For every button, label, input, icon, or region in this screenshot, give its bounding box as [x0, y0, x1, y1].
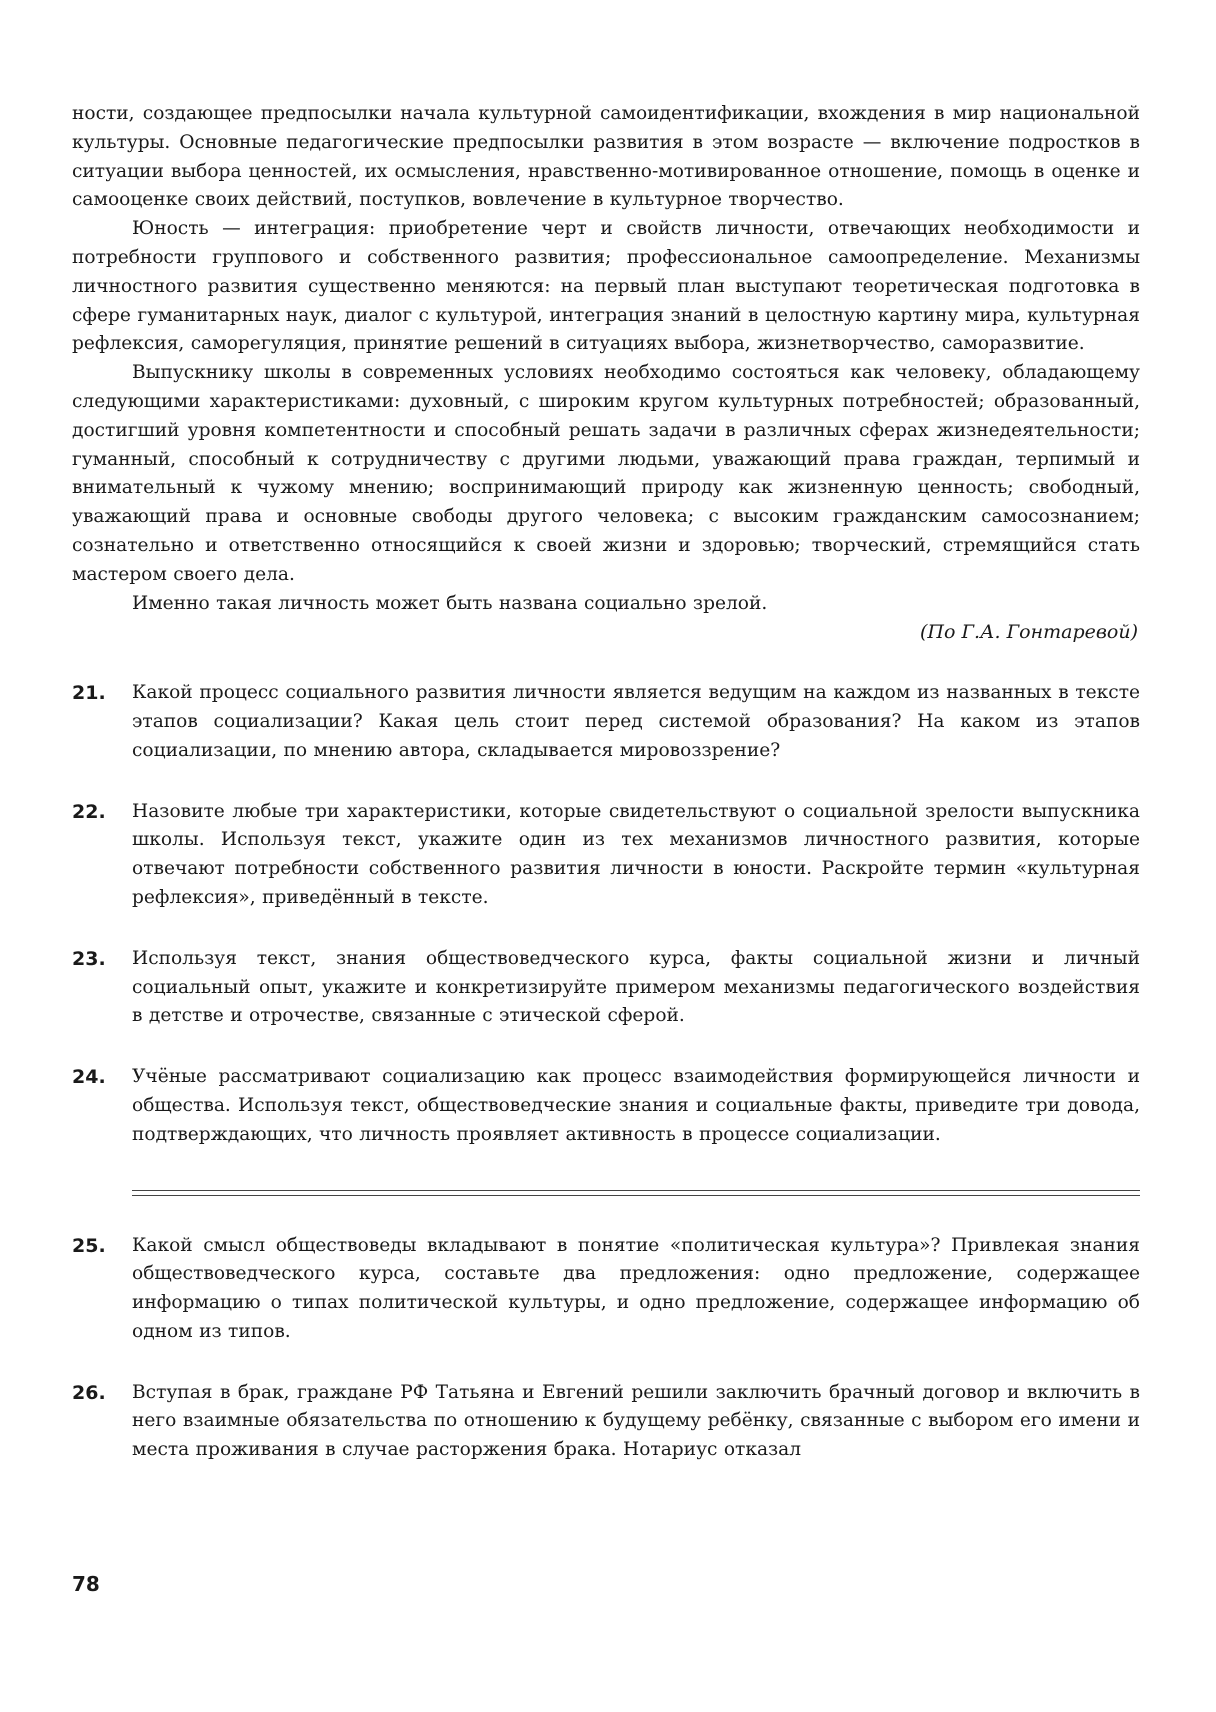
page-content [72, 100, 1140, 1465]
question-number: 21. [72, 682, 106, 705]
question-22 [72, 798, 1140, 913]
question-text: Используя текст, знания обществоведческого курса, факты социальной жизни и личный социальный опыт, укажите и конкретизируйте примером механизмы педагогического воздействия в детстве и отрочестве, связанные с этической сферой. [132, 947, 1140, 1027]
passage-paragraph: ности, создающее предпосылки начала культурной самоидентификации, вхождения в мир национальной культуры. Основные педагогические предпосылки развития в этом возрасте — включение подростков в ситуации выбора ценностей, их осмысления, нравственно-мотивированное отношение, помощь в оценке и самооценке своих действий, поступков, вовлечение в культурное творчество. [72, 103, 1140, 211]
question-25 [72, 1232, 1140, 1347]
question-number: 24. [72, 1066, 106, 1089]
question-number: 22. [72, 800, 106, 823]
question-26 [72, 1379, 1140, 1465]
question-text: Какой смысл обществоведы вкладывают в понятие «политическая культура»? Привлекая знания обществоведческого курса, составьте два предложения: одно предложение, содержащее информацию о типах политической культуры, и одно предложение, содержащее информацию об одном из типов. [132, 1234, 1140, 1342]
question-text: Учёные рассматривают социализацию как процесс взаимодействия формирующейся личности и общества. Используя текст, обществоведческие знания и социальные факты, приведите три довода, подтверждающих, что личность проявляет активность в процессе социализации. [132, 1066, 1140, 1145]
passage-source: (По Г.А. Гонтаревой) [920, 621, 1138, 644]
page-number: 78 [72, 1572, 100, 1596]
question-24 [72, 1063, 1140, 1149]
question-number: 25. [72, 1234, 106, 1257]
question-text: Назовите любые три характеристики, которые свидетельствуют о социальной зрелости выпускника школы. Используя текст, укажите один из тех механизмов личностного развития, которые отвечают потребности собственного развития личности в юности. Раскройте термин «культурная рефлексия», приведённый в тексте. [132, 800, 1140, 908]
question-number: 26. [72, 1381, 106, 1404]
question-number: 23. [72, 947, 106, 970]
section-divider [132, 1190, 1140, 1196]
question-21 [72, 679, 1140, 765]
passage-paragraph: Именно такая личность может быть названа социально зрелой. [132, 592, 768, 614]
passage-text [72, 100, 1140, 647]
passage-paragraph: Юность — интеграция: приобретение черт и свойств личности, отвечающих необходимости и потребности группового и собственного развития; профессиональное самоопределение. Механизмы личностного развития существенно меняются: на первый план выступают теоретическая подготовка в сфере гуманитарных наук, диалог с культурой, интеграция знаний в целостную картину мира, культурная рефлексия, саморегуляция, принятие решений в ситуациях выбора, жизнетворчество, саморазвитие. [72, 218, 1140, 355]
question-text: Какой процесс социального развития личности является ведущим на каждом из названных в тексте этапов социализации? Какая цель стоит перед системой образования? На каком из этапов социализации, по мнению автора, складывается мировоззрение? [132, 682, 1140, 761]
passage-paragraph: Выпускнику школы в современных условиях необходимо состояться как человеку, обладающему следующими характеристиками: духовный, с широким кругом культурных потребностей; образованный, достигший уровня компетентности и способный решать задачи в различных сферах жизнедеятельности; гуманный, способный к сотрудничеству с другими людьми, уважающий права граждан, терпимый и внимательный к чужому мнению; воспринимающий природу как жизненную ценность; свободный, уважающий права и основные свободы другого человека; с высоким гражданским самосознанием; сознательно и ответственно относящийся к своей жизни и здоровью; творческий, стремящийся стать мастером своего дела. [72, 362, 1140, 585]
question-23 [72, 945, 1140, 1031]
question-text: Вступая в брак, граждане РФ Татьяна и Евгений решили заключить брачный договор и включить в него взаимные обязательства по отношению к будущему ребёнку, связанные с выбором его имени и места проживания в случае расторжения брака. Нотариус отказал [132, 1381, 1140, 1461]
